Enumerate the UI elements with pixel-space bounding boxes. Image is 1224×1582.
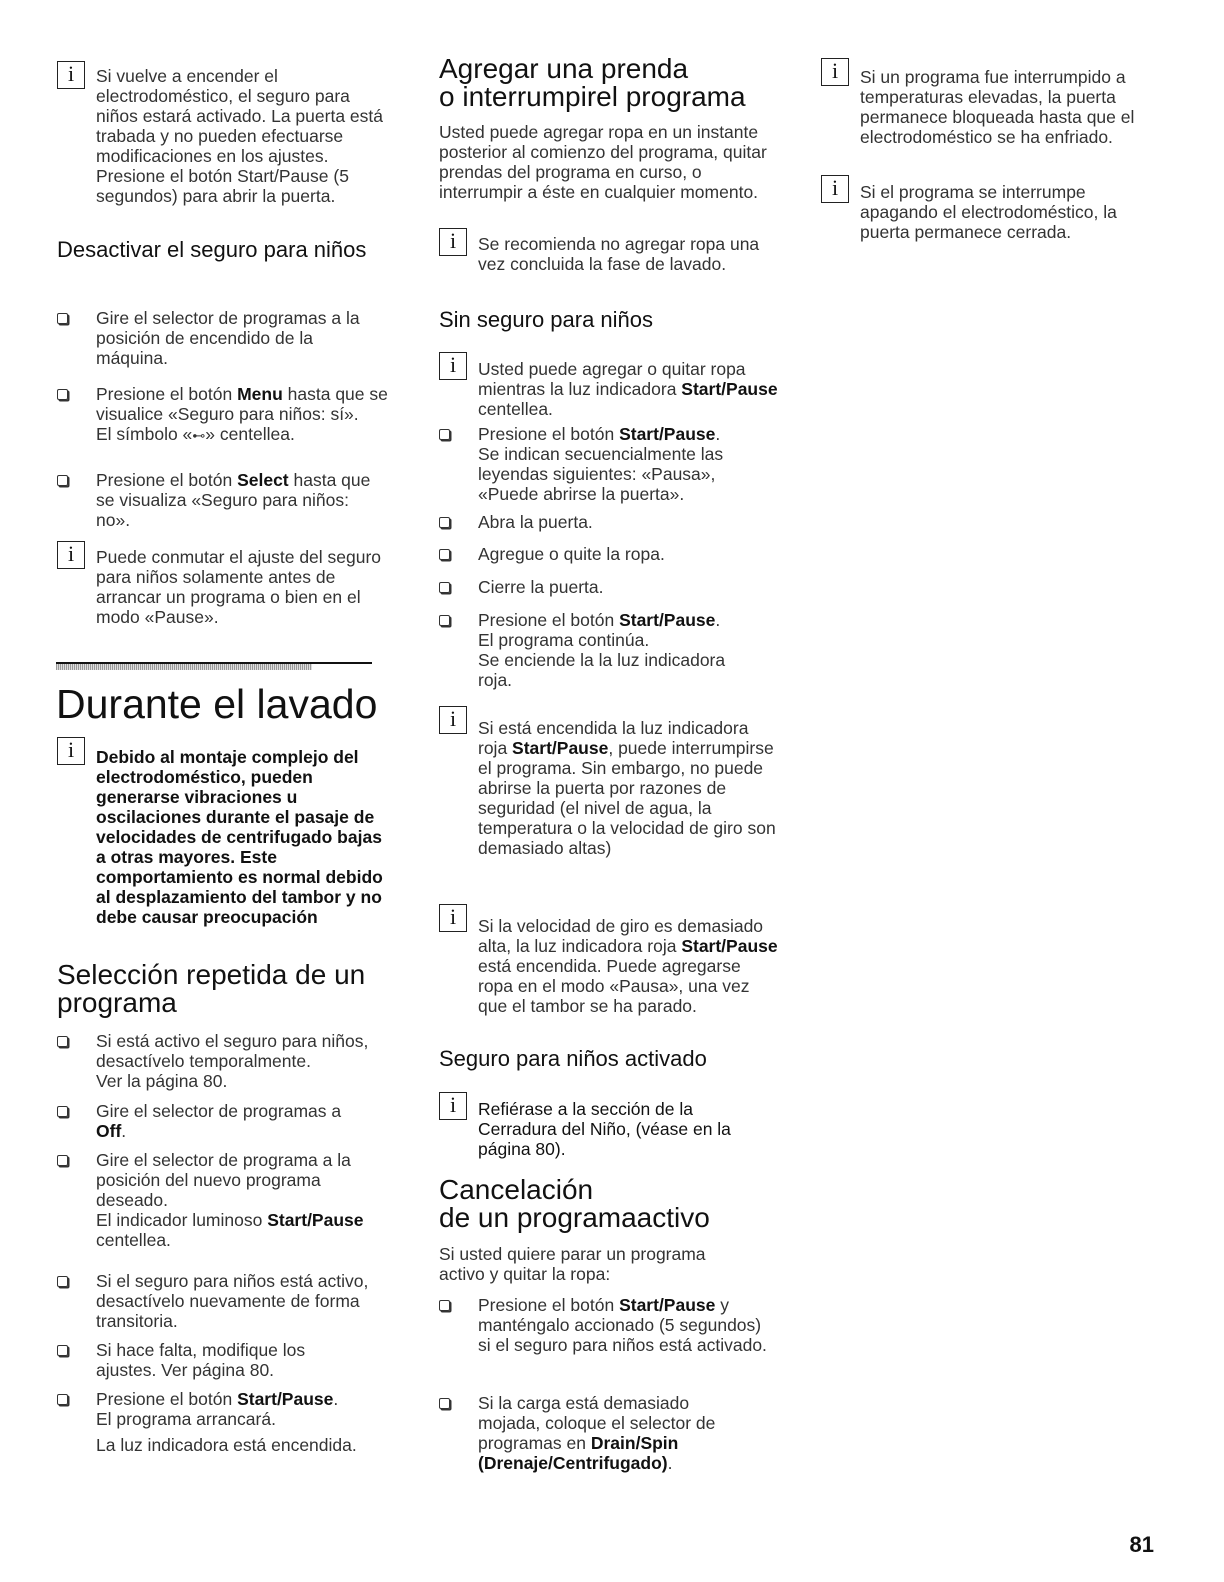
info-icon: i xyxy=(439,904,467,932)
checkbox-icon xyxy=(439,1398,450,1409)
info-icon: i xyxy=(439,1092,467,1120)
heading-durante-el-lavado: Durante el lavado xyxy=(56,681,378,727)
step-cancel: Presione el botón Start/Pause y manténgalo accionado (5 segundos) si el seguro para niños está activado. xyxy=(478,1295,767,1355)
info-icon: i xyxy=(439,228,467,256)
step-text: Gire el selector de programa a la posición del nuevo programa deseado. El indicador luminoso Start/Pause centellea. xyxy=(96,1150,364,1250)
step-select: Presione el botón Select hasta que se visualiza «Seguro para niños: no». xyxy=(96,470,371,530)
note-text: Presione el botón Start/Pause (5 segundos) para abrir la puerta. xyxy=(96,166,349,206)
heading-cancelacion: Cancelación de un programaactivo xyxy=(439,1174,710,1233)
note-text: Usted puede agregar o quitar ropa mientras la luz indicadora Start/Pause centellea. xyxy=(478,359,778,419)
checkbox-icon xyxy=(439,1300,450,1311)
note-text: Puede conmutar el ajuste del seguro para niños solamente antes de arrancar un programa o bien en el modo «Pause». xyxy=(96,547,382,627)
heading-seguro-activado: Seguro para niños activado xyxy=(439,1046,707,1071)
step-text: Si está activo el seguro para niños, desactívelo temporalmente. Ver la página 80. xyxy=(96,1031,369,1091)
section-rule-shade xyxy=(56,664,312,670)
step-drain-spin: Si la carga está demasiado mojada, coloque el selector de programas en Drain/Spin (Drenaje/Centrifugado). xyxy=(478,1393,716,1473)
heading-seleccion-repetida: Selección repetida de un programa xyxy=(57,959,366,1018)
checkbox-icon xyxy=(57,1036,68,1047)
checkbox-icon xyxy=(439,429,450,440)
checkbox-icon xyxy=(439,517,450,528)
step-menu: Presione el botón Menu hasta que se visualice «Seguro para niños: sí». El símbolo «⊷» centellea. xyxy=(96,384,388,444)
step-start: Presione el botón Start/Pause. El programa arrancará. La luz indicadora está encendida. xyxy=(96,1389,357,1455)
info-icon: i xyxy=(57,61,85,89)
heading-sin-seguro: Sin seguro para niños xyxy=(439,307,654,332)
step-text: Agregue o quite la ropa. xyxy=(478,544,665,564)
note-text: Debido al montaje complejo del electrodoméstico, pueden generarse vibraciones u oscilaciones durante el pasaje de velocidades de centrifugado bajas a otras mayores. Este comportamiento es normal debido al desplazamiento del tambor y no debe causar preocupación xyxy=(96,747,383,927)
checkbox-icon xyxy=(57,1345,68,1356)
step-text: Si hace falta, modifique los ajustes. Ver página 80. xyxy=(96,1340,306,1380)
step-text: Cierre la puerta. xyxy=(478,577,604,597)
note-text: Si un programa fue interrumpido a temperaturas elevadas, la puerta permanece bloqueada hasta que el electrodoméstico se ha enfriado. xyxy=(860,67,1135,147)
step-text: Gire el selector de programas a la posición de encendido de la máquina. xyxy=(96,308,360,368)
page-number: 81 xyxy=(1129,1532,1154,1557)
checkbox-icon xyxy=(57,389,68,400)
note-text: Si está encendida la luz indicadora roja Start/Pause, puede interrumpirse el programa. Sin embargo, no puede abrirse la puerta por razones de seguridad (el nivel de agua, la temperatura o la velocidad de giro son demasiado altas) xyxy=(478,718,776,858)
checkbox-icon xyxy=(57,475,68,486)
step-text: Abra la puerta. xyxy=(478,512,593,532)
checkbox-icon xyxy=(439,549,450,560)
key-symbol-icon: ⊷ xyxy=(192,428,206,443)
checkbox-icon xyxy=(57,1276,68,1287)
heading-agregar-prenda: Agregar una prenda o interrumpirel programa xyxy=(439,53,746,112)
intro-text: Usted puede agregar ropa en un instante posterior al comienzo del programa, quitar prendas del programa en curso, o interrumpir a éste en cualquier momento. xyxy=(439,122,767,202)
step-text: Si el seguro para niños está activo, desactívelo nuevamente de forma transitoria. xyxy=(96,1271,369,1331)
step-off: Gire el selector de programas a Off. xyxy=(96,1101,342,1141)
info-icon: i xyxy=(57,541,85,569)
note-text: Si el programa se interrumpe apagando el electrodoméstico, la puerta permanece cerrada. xyxy=(860,182,1117,242)
info-icon: i xyxy=(57,737,85,765)
note-text: Refiérase a la sección de la Cerradura del Niño, (véase en la página 80). xyxy=(478,1099,731,1159)
step-start-pause: Presione el botón Start/Pause. El programa continúa. Se enciende la la luz indicadora roja. xyxy=(478,610,726,690)
info-icon: i xyxy=(439,706,467,734)
heading-desactivar-seguro: Desactivar el seguro para niños xyxy=(57,237,367,262)
checkbox-icon xyxy=(57,1394,68,1405)
step-start-pause: Presione el botón Start/Pause. Se indican secuencialmente las leyendas siguientes: «Pausa», «Puede abrirse la puerta». xyxy=(478,424,724,504)
info-icon: i xyxy=(821,58,849,86)
note-text: Si vuelve a encender el electrodoméstico, el seguro para niños estará activado. La puerta está trabada y no pueden efectuarse modificaciones en los ajustes. xyxy=(96,66,383,166)
checkbox-icon xyxy=(439,582,450,593)
checkbox-icon xyxy=(57,1106,68,1117)
checkbox-icon xyxy=(57,313,68,324)
info-icon: i xyxy=(439,352,467,380)
note-text: Si la velocidad de giro es demasiado alta, la luz indicadora roja Start/Pause está encendida. Puede agregarse ropa en el modo «Pausa», una vez que el tambor se ha parado. xyxy=(478,916,778,1016)
checkbox-icon xyxy=(57,1155,68,1166)
checkbox-icon xyxy=(439,615,450,626)
note-text: Se recomienda no agregar ropa una vez concluida la fase de lavado. xyxy=(478,234,760,274)
info-icon: i xyxy=(821,175,849,203)
cancel-intro-text: Si usted quiere parar un programa activo y quitar la ropa: xyxy=(439,1244,706,1284)
